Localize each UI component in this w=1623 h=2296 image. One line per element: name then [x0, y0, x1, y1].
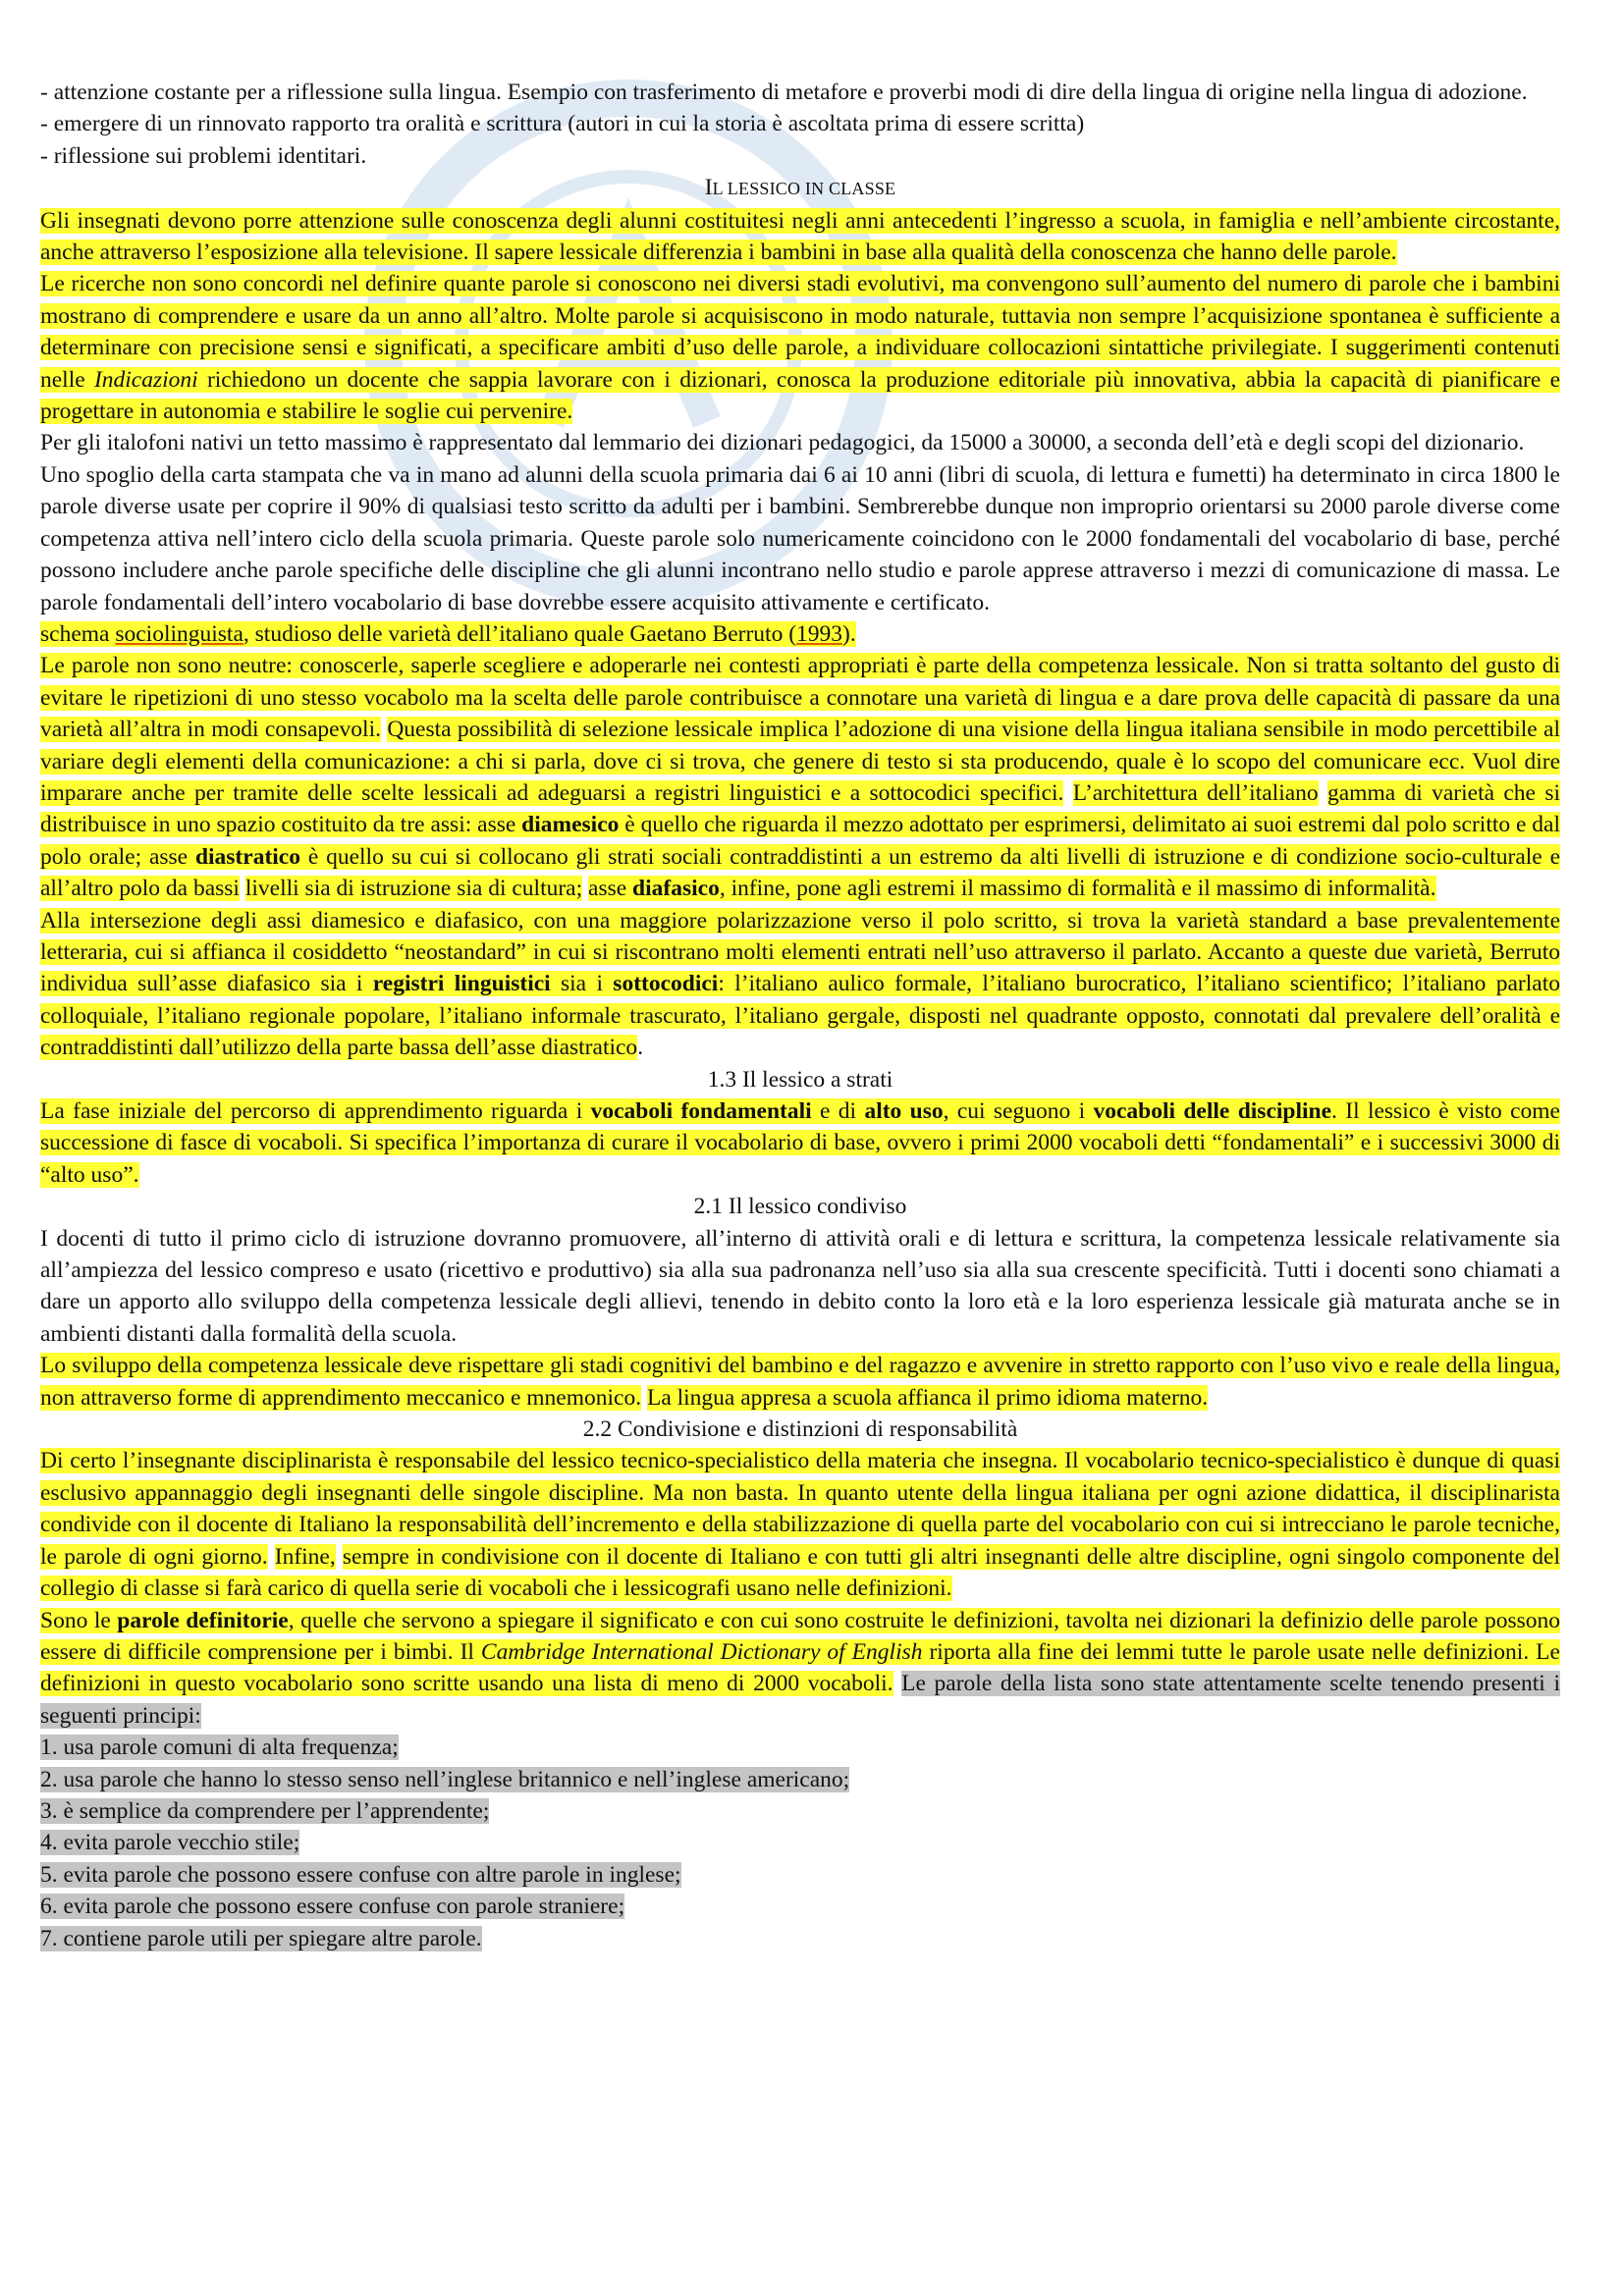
intro-line-2: - emergere di un rinnovato rapporto tra oralità e scrittura (autori in cui la storia è ascoltata prima di essere scritta) — [40, 111, 1085, 137]
list-item: 2. usa parole che hanno lo stesso senso nell’inglese britannico e nell’inglese americano; — [40, 1766, 850, 1792]
list-item: 4. evita parole vecchio stile; — [40, 1830, 300, 1856]
paragraph-disciplinarista: Di certo l’insegnante disciplinarista è responsabile del lessico tecnico-specialistico della materia che insegna. Il vocabolario tecnico-specialistico è dunque di quasi esclusivo appannaggio degli insegnanti delle singole discipline. Ma non basta. In quanto utente della lingua italiana per ogni azione didattica, il disciplinarista condivide con il docente di Italiano la responsabilità dell’incremento e della stabilizzazione di quella parte del vocabolario con cui si intrecciano le parole tecniche, le parole di ogni giorno. Infine, sempre in condivisione con il docente di Italiano e con tutti gli altri insegnanti delle altre discipline, ogni singolo componente del collegio di classe si farà carico di quella serie di vocaboli che i lessicografi usano nelle definizioni. — [40, 1448, 1561, 1602]
heading-condivisione: 2.2 Condivisione e distinzioni di responsabilità — [582, 1416, 1018, 1443]
paragraph-sviluppo: Lo sviluppo della competenza lessicale deve rispettare gli stadi cognitivi del bambino e del ragazzo e avvenire in stretto rapporto con l’uso vivo e reale della lingua, non attraverso forme di apprendimento meccanico e mnemonico. La lingua appresa a scuola affianca il primo idioma materno. — [40, 1353, 1560, 1411]
paragraph-spoglio: Uno spoglio della carta stampata che va in mano ad alunni della scuola primaria dai 6 ai 10 anni (libri di scuola, di lettura e fumetti) ha determinato in circa 1800 le parole diverse usate per coprire il 90% di qualsiasi testo scritto da adulti per i bambini. Sembrerebbe dunque non improprio orientarsi su 2000 parole diverse come competenza attiva nell’intero ciclo della scuola primaria. Queste parole solo numericamente coincidono con le 2000 fondamentali del vocabolario di base, perché possono includere anche parole specifiche delle discipline che gli alunni incontrano nello studio e parole apprese attraverso i mezzi di comunicazione di massa. Le parole fondamentali dell’intero vocabolario di base dovrebbe essere acquisito attivamente e certificato. — [40, 461, 1560, 615]
list-item: 7. contiene parole utili per spiegare altre parole. — [40, 1925, 482, 1951]
list-item: 6. evita parole che possono essere confuse con parole straniere; — [40, 1894, 625, 1920]
paragraph-fase-iniziale: La fase iniziale del percorso di apprendimento riguarda i vocaboli fondamentali e di alto uso, cui seguono i vocaboli delle discipline. Il lessico è visto come successione di fasce di vocaboli. Si specifica l’importanza di curare il vocabolario di base, ovvero i primi 2000 vocaboli detti “fondamentali” e i successivi 3000 di “alto uso”. — [40, 1098, 1560, 1188]
list-item: 5. evita parole che possono essere confuse con altre parole in inglese; — [40, 1861, 681, 1888]
list-item: 1. usa parole comuni di alta frequenza; — [40, 1735, 399, 1761]
heading-lessico-in-classe: IL LESSICO IN CLASSE — [704, 175, 896, 201]
paragraph-intersezione: Alla intersezione degli assi diamesico e diafasico, con una maggiore polarizzazione verso il polo scritto, si trova la varietà standard a base prevalentemente letteraria, cui si affianca il cosiddetto “neostandard” in cui si riscontrano molti elementi entrati nell’uso attraverso il parlato. Accanto a queste due varietà, Berruto individua sull’asse diafasico sia i registri linguistici sia i sottocodici: l’italiano aulico formale, l’italiano burocratico, l’italiano scientifico; l’italiano parlato colloquiale, l’italiano regionale popolare, l’italiano informale trascurato, l’italiano gergale, disposti nel quadrante opposto, connotati dal prevalere dell’oralità e contraddistinti dall’utilizzo della parte bassa dell’asse diastratico. — [40, 907, 1560, 1061]
paragraph-definitorie: Sono le parole definitorie, quelle che servono a spiegare il significato e con cui sono costruite le definizioni, tavolta nei dizionari la definizio delle parole possono essere di difficile comprensione per i bimbi. Il Cambridge International Dictionary of English riporta alla fine dei lemmi tutte le parole usate nelle definizioni. Le definizioni in questo vocabolario sono scritte usando una lista di meno di 2000 vocaboli. Le parole della lista sono state attentamente scelte tenendo presenti i seguenti principi: — [40, 1607, 1560, 1729]
paragraph-italofoni: Per gli italofoni nativi un tetto massimo è rappresentato dal lemmario dei dizionari pedagogici, da 15000 a 30000, a seconda dell’età e degli scopi del dizionario. — [40, 430, 1525, 456]
paragraph-docenti: I docenti di tutto il primo ciclo di istruzione dovranno promuovere, all’interno di attività orali e di lettura e scrittura, la competenza lessicale relativamente sia all’ampiezza del lessico compreso e usato (ricettivo e produttivo) sia alla sua padronanza nell’uso sia alla sua crescente specificità. Tutti i docenti sono chiamati a dare un apporto allo sviluppo della competenza lessicale degli allievi, tenendo in debito conto la loro età e la loro esperienza lessicale già maturata anche se in ambienti distanti dalla formalità della scuola. — [40, 1225, 1560, 1347]
list-item: 3. è semplice da comprendere per l’apprendente; — [40, 1797, 490, 1824]
paragraph-schema: schema sociolinguista, studioso delle varietà dell’italiano quale Gaetano Berruto (1993). — [40, 620, 856, 647]
paragraph-ricerche: Le ricerche non sono concordi nel definire quante parole si conoscono nei diversi stadi evolutivi, ma convengono sull’aumento del numero di parole che i bambini mostrano di comprendere e usare da un anno all’altro. Molte parole si acquisiscono in modo naturale, tuttavia non sempre l’acquisizione spontanea è sufficiente a determinare con precisione sensi e significati, a specificare ambiti d’uso delle parole, a individuare collocazioni sintattiche privilegiate. I suggerimenti contenuti nelle Indicazioni richiedono un docente che sappia lavorare con i dizionari, conosca la produzione editoriale più innovativa, abbia la capacità di pianificare e progettare in autonomia e stabilire le soglie cui pervenire. — [40, 271, 1560, 425]
intro-line-3: - riflessione sui problemi identitari. — [40, 142, 367, 169]
paragraph-parole-non-neutre: Le parole non sono neutre: conoscerle, saperle scegliere e adoperarle nei contesti appropriati è parte della competenza lessicale. Non si tratta soltanto del gusto di evitare le ripetizioni di uno stesso vocabolo ma la scelta delle parole contribuisce a connotare una varietà di lingua e a dare prova delle capacità di passare da una varietà all’altra in modi consapevoli. Questa possibilità di selezione lessicale implica l’adozione di una visione della lingua italiana sensibile in modo percettibile al variare degli elementi della comunicazione: a chi si parla, dove ci si trova, che genere di testo si sta producendo, quale è lo scopo del comunicare ecc. Vuol dire imparare anche per tramite delle scelte lessicali ad adeguarsi a registri linguistici e a sottocodici specifici. L’architettura dell’italiano gamma di varietà che si distribuisce in uno spazio costituito da tre assi: asse diamesico è quello che riguarda il mezzo adottato per esprimersi, delimitato ai suoi estremi dal polo scritto e dal polo orale; asse diastratico è quello su cui si collocano gli strati sociali contraddistinti a un estremo da alti livelli di istruzione e di condizione socio-culturale e all’altro polo da bassi livelli sia di istruzione sia di cultura; asse diafasico, infine, pone agli estremi il massimo di formalità e il massimo di informalità. — [40, 653, 1561, 902]
heading-lessico-a-strati: 1.3 Il lessico a strati — [707, 1066, 893, 1093]
heading-lessico-condiviso: 2.1 Il lessico condiviso — [693, 1194, 907, 1220]
paragraph-conoscenze: Gli insegnati devono porre attenzione sulle conoscenza degli alunni costituitesi negli anni antecedenti l’ingresso a scuola, in famiglia e nell’ambiente circostante, anche attraverso l’esposizione alla televisione. Il sapere lessicale differenzia i bambini in base alla qualità della conoscenza che hanno delle parole. — [40, 207, 1560, 266]
document-page — [40, 77, 1560, 1954]
intro-line-1: - attenzione costante per a riflessione sulla lingua. Esempio con trasferimento di metafore e proverbi modi di dire della lingua di origine nella lingua di adozione. — [40, 80, 1528, 105]
